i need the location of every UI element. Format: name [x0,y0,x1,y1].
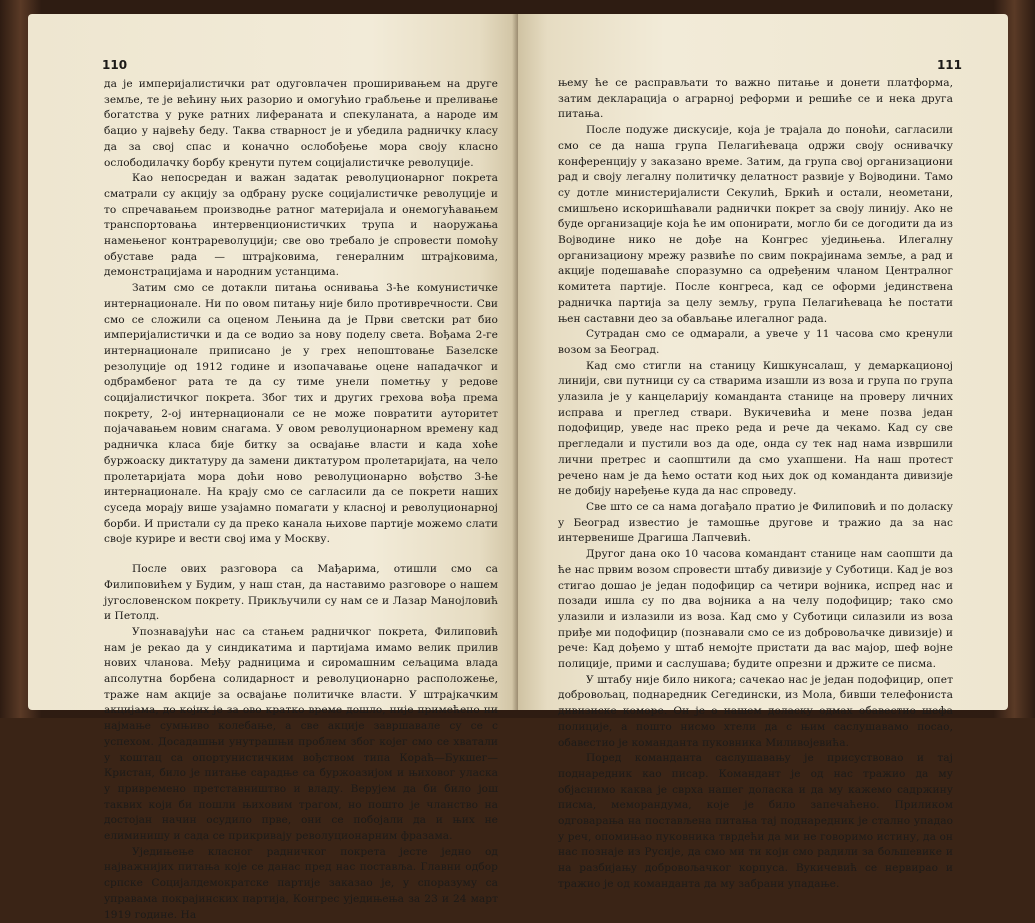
right-page [518,14,1008,890]
right-page-text [558,76,953,893]
paragraph: Кад смо стигли на станицу Кишкунсалаш, у демаркационој линији, сви путници су са стварима изашли из воза и група по група улазила је у канцеларију команданта станице на проверу личних исправа и преглед ствари. Вукичевића и мене позва један подофицир, уведе нас преко реда и рече да чекамо. Кад су све прегледали и пустили воз да оде, онда су тек над нама извршили лични претрес и саопштили да смо ухапшени. На наш протест речено нам је да ћемо остати код њих док од команданта дивизије не добију наређење куда да нас спроведу. [558,359,953,498]
paragraph: да је империјалистички рат одуговлачен проширивањем на друге земље, те је већину њих разорио и омогућио грабљење и преливање богатства у руке ратних лифераната и спекуланата, а народе им бацио у највећу беду. Таква стварност је и убедила радничку класу да за свој спас и коначно ослобођење мора своју класно ослободилачку борбу кренути путем социјалистичке револуције. [104,78,498,169]
paragraph: Све што се са нама догађало пратио је Филиповић и по доласку у Београд известио је тамошње другове и тражио да за нас интервенише Драгиша Лапчевић. [558,500,953,545]
page-number-left: 110 [102,58,128,72]
paragraph: После подуже дискусије, која је трајала до поноћи, сагласили смо се да наша група Пелагићеваца одржи своју оснивачку конференцију у заказано време. Затим, да група свој организациони рад и своју легалну политичку делатност развије у Војводини. Тамо су дотле министеријалисти Секулић, Бркић и остали, неометани, смишљено искоришћавали раднички покрет за своју линију. Ако не буде организације која ће им опонирати, могло би се догодити да из Војводине нико не дође на Конгрес уједињења. Илегалну организациону мрежу развиће по свим покрајинама земље, а рад и акције подешаваће споразумно са одређеним чланом Централног комитета партије. После конгреса, кад се оформи јединствена радничка партија за целу земљу, група Пелагићеваца ће постати њен саставни део за обављање илегалног рада. [558,124,953,325]
left-page [28,14,518,921]
paragraph: њему ће се расправљати то важно питање и донети платформа, затим декларација о аграрној реформи и решиће се и нека друга питања. [558,77,953,121]
paragraph: Другог дана око 10 часова командант станице нам саопшти да ће нас првим возом спровести штабу дивизије у Суботици. Кад је воз стигао дошао је један подофицир са четири војника, испред нас и позади ишла су по два војника а на челу подофицир; тако смо улазили и излазили из воза. Кад смо у Суботици силазили из воза приђе ми подофицир (познавали смо се из добровољачке дивизије) и рече: Кад дођемо у штаб немојте пристати да вас мајор, шеф војне полиције, прими и саслушава; будите опрезни и држите се писма. [558,548,953,671]
paragraph: Као непосредан и важан задатак револуционарног покрета сматрали су акцију за одбрану руске социјалистичке револуције и то спречавањем производње ратног материјала и онемогућавањем транспортовања интервенционистичких трупа и наоружања намењеног контрареволуцији; све ово требало је спровести помоћу обуставе рада — штрајковима, генералним штрајковима, демонстрацијама и народним устанцима. [104,172,498,279]
page-number-right: 111 [936,58,962,72]
paragraph: Упознавајући нас са стањем радничког покрета, Филиповић нам је рекао да у синдикатима и партијама имамо велик прилив нових чланова. Међу радницима и сиромашним сељацима влада апсолутна борбена солидарност и револуционарно расположење, траже нам акције за освајање политичке власти. У штрајкачким акцијама, до којих је за ово кратко време дошло, није примећено ни најмање сумњиво колебање, а све акције завршавале су се с успехом. Досадашњи унутрашњи проблем због којег смо се хватали у коштац са опортунистичким вођством типа Кораћ—Букшег—Кристан, било је питање сарадње са буржоазијом и њиховог уласка у привремено претставништво и владу. Верујем да би било још таквих који би пошли њиховим трагом, но пошто је чланство на достојан начин осудило прве, они се побојали да и њих не елиминишу и сада се прикривају револуционарним фразама. [104,625,498,843]
paragraph: Затим смо се дотакли питања оснивања 3-ће комунистичке интернационале. Ни по овом питању није било противречности. Сви смо се сложили са оценом Лењина да је Први светски рат био империјалистички и да се водио за нову поделу света. Вођама 2-ге интернационале приписано је у грех непоштовање Базелске резолуције од 1912 године и изопачавање оцене нападачког и одбрамбеног рата те да су тиме унели пометњу у редове социјалистичког покрета. Због тих и других грехова вођа према покрету, 2-ој интернационали се не може повратити ауторитет појачавањем новим снагама. У овом револуционарном времену кад радничка класа бије битку за освајање власти и када хоће буржоаску диктатуру да замени диктатуром пролетаријата, на чело пролетаријата мора доћи ново револуционарно вођство 3-ће интернационале. На крају смо се сагласили да се покрети наших суседа морају више узајамно помагати у класној и револуционарној борби. И пристали су да преко канала њихове партије можемо слати своје курире и вести свој има у Москву. [104,282,498,546]
paragraph: Поред команданта саслушавању је присуствовао и тај поднаредник као писар. Командант је од нас тражио да му објаснимо каква је сврха нашег доласка и да му кажемо садржину писма, меморандума, које је било запечаћено. Приликом одговарања на постављена питања тај поднаредник је стално упадао у реч, опомињао пуковника тврдећи да ми не говоримо истину, да он нас познаје из Русије, да смо ми ти који смо радили за бољшевике и на разбијању добровољачког корпуса. Вукичевић се нервирао и тражио је од команданта да му забрани упадање. [558,752,953,890]
paragraph: Сутрадан смо се одмарали, а увече у 11 часова смо кренули возом за Београд. [558,328,953,356]
paragraph: После ових разговора са Мађарима, отишли смо са Филиповићем у Будим, у наш стан, да наставимо разговоре о нашем југословенском покрету. Прикључили су нам се и Лазар Манојловић и Петолд. [104,563,498,623]
paragraph: Уједињење класног радничког покрета јесте једно од најважнијих питања које се данас пред нас поставља. Главни одбор српске Социјалдемократске партије заказао је, у споразуму са управама покрајинских партија, Конгрес уједињења за 23 и 24 март 1919 године. На [104,845,498,921]
paragraph: У штабу није било никога; сачекао нас је један подофицир, опет добровољац, поднаредник Сегедински, из Мола, бивши телефониста дивизиске коморе. Он је о нашем доласку одмах обавестио шефа полиције, а пошто нисмо хтели да с њим саслушавамо посао, обавестио је команданта пуковника Миливојевића. [558,673,953,749]
left-page-text [104,77,498,923]
